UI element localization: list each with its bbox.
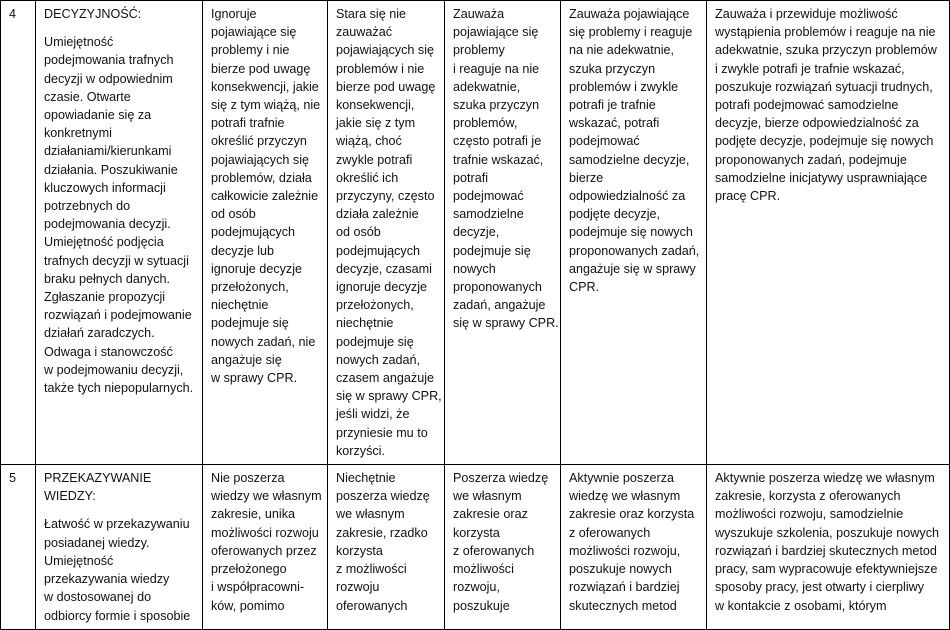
level-1-text: [211, 5, 321, 387]
text-line: zakresie, korzysta z oferowanych: [715, 489, 901, 504]
level-5-text: [715, 469, 943, 615]
text-line: Aktywnie poszerza wiedzę we własnym: [715, 471, 935, 486]
level-3-cell: [445, 465, 561, 630]
text-line: korzysta: [453, 525, 500, 540]
text-line: zwykle potrafi: [336, 152, 413, 167]
text-line: nowych zadań, nie: [211, 334, 316, 349]
criterion-description: [44, 33, 196, 397]
text-line: ków, pomimo: [211, 598, 285, 613]
text-line: niechętnie: [336, 316, 394, 331]
text-line: w kontakcie z osobami, którym: [715, 598, 887, 613]
text-line: podejmujących: [336, 243, 421, 258]
text-line: z możliwości: [336, 562, 407, 577]
text-line: Niechętnie: [336, 471, 396, 486]
text-line: z oferowanych: [569, 525, 651, 540]
text-line: poszerza wiedzę: [336, 489, 430, 504]
text-line: problemów i zwykle: [569, 79, 679, 94]
text-line: bierze pod uwagę: [336, 79, 436, 94]
text-line: niechętnie: [211, 298, 269, 313]
text-line: Zauważa i przewiduje możliwość: [715, 7, 898, 21]
text-line: adekwatnie,: [453, 79, 521, 94]
text-line: korzyści.: [336, 443, 385, 458]
text-line: się w sprawy CPR,: [336, 389, 442, 404]
text-line: posiadanej wiedzy.: [44, 535, 150, 550]
text-line: decyzje, czasami: [336, 261, 432, 276]
text-line: trafnych decyzji w sytuacji: [44, 253, 189, 268]
criterion-description: [44, 515, 196, 624]
text-line: Zauważa pojawiające: [569, 7, 690, 21]
text-line: Ignoruje: [211, 7, 257, 21]
text-line: angażuje się: [211, 352, 282, 367]
text-line: w podejmowaniu decyzji,: [44, 362, 184, 377]
text-line: przełożonych,: [211, 280, 289, 295]
text-line: rozwiązań i podejmowanie: [44, 308, 192, 323]
row-number-text: 5: [9, 471, 17, 486]
text-line: ignoruje decyzje: [336, 280, 428, 295]
text-line: przyczyny, często: [336, 189, 435, 204]
text-line: poszukuje nowych: [569, 562, 672, 577]
level-3-text: [453, 469, 554, 615]
text-line: CPR.: [569, 280, 600, 295]
text-line: się problemy i reaguje: [569, 25, 693, 40]
text-line: decyzji w odpowiednim: [44, 71, 173, 86]
text-line: działaniami/kierunkami: [44, 144, 172, 159]
text-line: możliwości rozwoju, samodzielnie: [715, 507, 904, 522]
text-line: bierze: [569, 170, 604, 185]
level-4-text: [569, 5, 700, 296]
text-line: szuka przyczyn: [453, 98, 540, 113]
text-line: Łatwość w przekazywaniu: [44, 517, 190, 532]
text-line: możliwości rozwoju: [211, 525, 319, 540]
text-line: we własnym: [336, 507, 405, 522]
text-line: Zgłaszanie propozycji: [44, 290, 166, 305]
text-line: rozwoju: [336, 580, 380, 595]
text-line: podejmuje się: [211, 316, 289, 331]
text-line: podejmuje się: [336, 334, 414, 349]
level-1-cell: [203, 1, 328, 465]
text-line: wiedzy we własnym: [211, 489, 322, 504]
table-body: [1, 1, 950, 630]
text-line: w sprawy CPR.: [211, 371, 298, 386]
text-line: wystąpienia problemów i reaguje na nie: [715, 25, 936, 40]
text-line: skutecznych metod: [569, 598, 677, 613]
row-number: [1, 465, 36, 630]
text-line: całkowicie zależnie: [211, 189, 319, 204]
text-line: zadań, angażuje: [453, 298, 546, 313]
text-line: konsekwencji,: [336, 98, 415, 113]
text-line: przełożonego: [211, 562, 287, 577]
text-line: podejmuje się nowych: [569, 225, 693, 240]
text-line: we własnym: [453, 489, 522, 504]
text-line: określić ich: [336, 170, 399, 185]
text-line: Umiejętność: [44, 35, 114, 50]
text-line: podejmujących: [211, 225, 296, 240]
text-line: się z tym wiążą, nie: [211, 98, 321, 113]
text-line: korzysta: [336, 543, 383, 558]
text-line: zakresie oraz korzysta: [569, 507, 695, 522]
text-line: także tych niepopularnych.: [44, 381, 194, 396]
text-line: potrafi trafnie: [211, 116, 285, 131]
text-line: rozwiązań i bardziej skutecznych metod: [715, 543, 937, 558]
text-line: często potrafi je: [453, 134, 542, 149]
text-line: braku pełnych danych.: [44, 271, 171, 286]
text-line: nowych zadań,: [336, 352, 421, 367]
level-5-text: [715, 5, 943, 205]
level-2-cell: [328, 465, 445, 630]
text-line: podejmować: [453, 189, 524, 204]
text-line: rozwiązań i bardziej: [569, 580, 680, 595]
level-4-cell: [561, 1, 707, 465]
text-line: angażuje się w sprawy: [569, 261, 696, 276]
text-line: wyszukuje szkolenia, poszukuje nowych: [715, 525, 940, 540]
text-line: problemów,: [453, 116, 518, 131]
text-line: możliwości: [453, 562, 514, 577]
text-line: decyzje,: [453, 225, 500, 240]
text-line: Stara się nie: [336, 7, 407, 21]
text-line: kluczowych informacji: [44, 180, 166, 195]
text-line: podejmowania decyzji.: [44, 217, 171, 232]
text-line: Nie poszerza: [211, 471, 285, 486]
text-line: samodzielne inicjatywy usprawniające: [715, 170, 928, 185]
text-line: przekazywania wiedzy: [44, 572, 170, 587]
text-line: decyzje, bierze odpowiedzialność za: [715, 116, 919, 131]
text-line: opowiadanie się za: [44, 108, 152, 123]
level-3-cell: [445, 1, 561, 465]
level-2-text: [336, 469, 438, 615]
text-line: podjęte decyzje, podejmuje się nowych: [715, 134, 934, 149]
text-line: Umiejętność: [44, 553, 114, 568]
text-line: szuka przyczyn: [569, 61, 656, 76]
text-line: odbiorcy formie i sposobie: [44, 608, 191, 623]
text-line: od osób: [336, 225, 381, 240]
text-line: się w sprawy CPR.: [453, 316, 559, 331]
text-line: potrzebnych do: [44, 199, 131, 214]
level-1-cell: [203, 465, 328, 630]
text-line: problemów, działa: [211, 170, 312, 185]
text-line: samodzielne decyzje,: [569, 152, 690, 167]
text-line: i współpracowni-: [211, 580, 305, 595]
text-line: oferowanych: [336, 598, 408, 613]
text-line: i reaguje na nie: [453, 61, 540, 76]
table-row: [1, 1, 950, 465]
level-5-cell: [707, 465, 950, 630]
text-line: odpowiedzialność za: [569, 189, 686, 204]
text-line: możliwości rozwoju,: [569, 543, 681, 558]
text-line: podejmuje się: [453, 243, 531, 258]
text-line: działań zaradczych.: [44, 326, 155, 341]
text-line: konsekwencji, jakie: [211, 79, 319, 94]
text-line: pracę CPR.: [715, 189, 781, 204]
text-line: podejmowania trafnych: [44, 53, 174, 68]
text-line: konkretnymi: [44, 126, 112, 141]
text-line: wskazać, potrafi: [569, 116, 660, 131]
text-line: przełożonych,: [336, 298, 414, 313]
text-line: ignoruje decyzje: [211, 261, 303, 276]
text-line: od osób: [211, 207, 256, 222]
text-line: przyniesie mu to: [336, 425, 428, 440]
level-1-text: [211, 469, 321, 615]
text-line: podjęte decyzje,: [569, 207, 661, 222]
text-line: zakresie oraz: [453, 507, 528, 522]
text-line: zauważać: [336, 25, 393, 40]
text-line: proponowanych zadań, podejmuje: [715, 152, 907, 167]
text-line: jakie się z tym: [336, 116, 416, 131]
text-line: proponowanych zadań,: [569, 243, 700, 258]
text-line: problemy: [453, 43, 505, 58]
level-4-text: [569, 469, 700, 615]
text-line: pojawiających się: [211, 152, 310, 167]
text-line: Aktywnie poszerza: [569, 471, 674, 486]
text-line: w dostosowanej do: [44, 590, 152, 605]
text-line: pracy, sam wypracowuje efektywniejsze: [715, 562, 938, 577]
text-line: zakresie, unika: [211, 507, 295, 522]
text-line: jeśli widzi, że: [336, 407, 410, 422]
text-line: bierze pod uwagę: [211, 61, 311, 76]
text-line: zakresie, rzadko: [336, 525, 428, 540]
text-line: problemy i nie: [211, 43, 290, 58]
text-line: potrafi podejmować samodzielne: [715, 98, 899, 113]
text-line: Zauważa: [453, 7, 505, 21]
text-line: czasem angażuje: [336, 371, 435, 386]
text-line: Odwaga i stanowczość: [44, 344, 173, 359]
text-line: decyzje lub: [211, 243, 275, 258]
text-line: Umiejętność podjęcia: [44, 235, 164, 250]
criterion-title: PRZEKAZYWANIE WIEDZY:: [44, 471, 152, 504]
text-line: i zwykle potrafi je trafnie wskazać,: [715, 61, 905, 76]
criterion-title: DECYZYJNOŚĆ:: [44, 7, 142, 21]
level-3-text: [453, 5, 559, 333]
text-line: trafnie wskazać,: [453, 152, 544, 167]
text-line: na nie adekwatnie,: [569, 43, 675, 58]
level-2-cell: [328, 1, 445, 465]
criterion-cell: [36, 1, 203, 465]
text-line: czasie. Otwarte: [44, 89, 131, 104]
text-line: określić przyczyn: [211, 134, 307, 149]
text-line: sposoby pracy, jest otwarty i cierpliwy: [715, 580, 925, 595]
text-line: pojawiające się: [211, 25, 297, 40]
text-line: oferowanych przez: [211, 543, 317, 558]
text-line: adekwatnie, szuka przyczyn problemów: [715, 43, 937, 58]
text-line: potrafi je trafnie: [569, 98, 656, 113]
text-line: proponowanych: [453, 280, 542, 295]
level-2-text: [336, 5, 442, 460]
text-line: poszukuje rozwiązań sytuacji trudnych,: [715, 79, 933, 94]
text-line: Poszerza wiedzę: [453, 471, 549, 486]
text-line: działa zależnie: [336, 207, 419, 222]
text-line: z oferowanych: [453, 543, 535, 558]
text-line: wiedzę we własnym: [569, 489, 681, 504]
row-number: [1, 1, 36, 465]
text-line: poszukuje: [453, 598, 510, 613]
text-line: pojawiających się: [336, 43, 435, 58]
text-line: problemów i nie: [336, 61, 425, 76]
text-line: wiążą, choć: [336, 134, 402, 149]
text-line: działania. Poszukiwanie: [44, 162, 178, 177]
table-row: [1, 465, 950, 630]
text-line: potrafi: [453, 170, 489, 185]
text-line: nowych: [453, 261, 496, 276]
text-line: pojawiające się: [453, 25, 539, 40]
row-number-text: 4: [9, 7, 17, 21]
level-5-cell: [707, 1, 950, 465]
text-line: rozwoju,: [453, 580, 500, 595]
level-4-cell: [561, 465, 707, 630]
criterion-cell: [36, 465, 203, 630]
text-line: podejmować: [569, 134, 640, 149]
text-line: samodzielne: [453, 207, 524, 222]
